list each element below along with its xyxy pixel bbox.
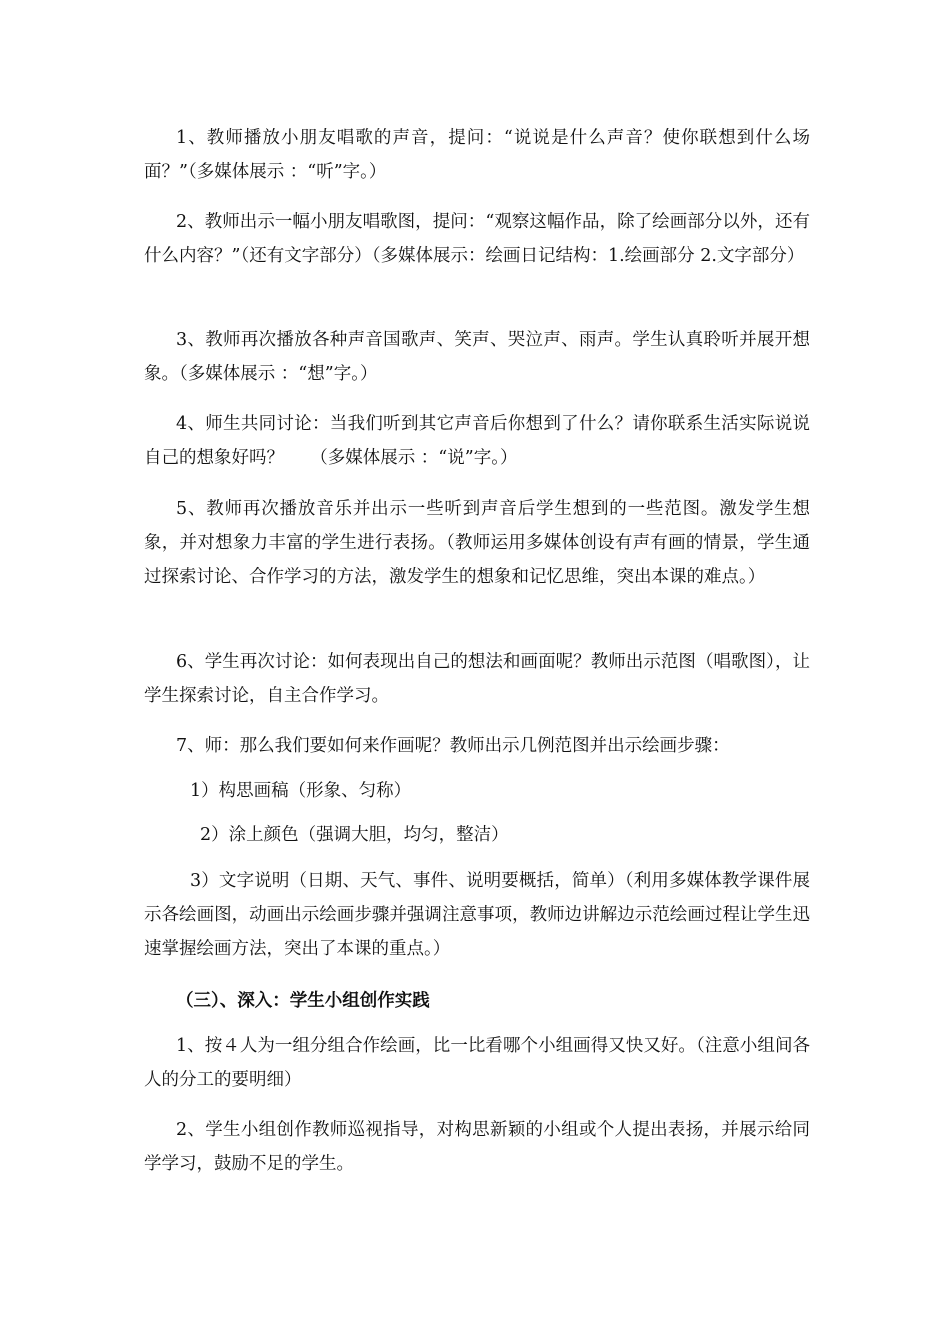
step-2: 2）涂上颜色（强调大胆，均匀，整洁） <box>200 825 509 845</box>
paragraph-5: 5、教师再次播放音乐并出示一些听到声音后学生想到的一些范图。激发学生想象，并对想象力丰富的学生进行表扬。（教师运用多媒体创设有声有画的情景，学生通过探索讨论、合作学习的方法，激发学生的想象和记忆思维，突出本课的难点。） <box>144 499 810 587</box>
paragraph-2: 2、教师出示一幅小朋友唱歌图，提问：“观察这幅作品，除了绘画部分以外，还有什么内容？”（还有文字部分）（多媒体展示：绘画日记结构：1.绘画部分 2.文字部分） <box>144 212 810 266</box>
section-heading: （三）、深入：学生小组创作实践 <box>176 991 430 1011</box>
paragraph-7: 7、师：那么我们要如何来作画呢？教师出示几例范图并出示绘画步骤： <box>176 736 730 756</box>
paragraph-3: 3、教师再次播放各种声音国歌声、笑声、哭泣声、雨声。学生认真聆听并展开想象。（多媒体展示 ：“想”字。） <box>144 330 810 384</box>
step-3: 3）文字说明（日期、天气、事件、说明要概括，简单）（利用多媒体教学课件展示各绘画图，动画出示绘画步骤并强调注意事项，教师边讲解边示范绘画过程让学生迅速掌握绘画方法，突出了本课的重点。） <box>144 871 810 959</box>
paragraph-6: 6、学生再次讨论：如何表现出自己的想法和画面呢？教师出示范图（唱歌图），让学生探索讨论，自主合作学习。 <box>144 652 810 706</box>
paragraph-4: 4、师生共同讨论：当我们听到其它声音后你想到了什么？请你联系生活实际说说自己的想象好吗？ （多媒体展示 ：“说”字。） <box>144 414 810 468</box>
paragraph-1: 1、教师播放小朋友唱歌的声音，提问：“说说是什么声音？使你联想到什么场面？”（多媒体展示 ：“听”字。） <box>144 128 810 182</box>
section-paragraph-1: 1、按４人为一组分组合作绘画，比一比看哪个小组画得又快又好。（注意小组间各人的分工的要明细） <box>144 1036 810 1090</box>
step-1: 1）构思画稿（形象、匀称） <box>190 781 412 801</box>
section-paragraph-2: 2、学生小组创作教师巡视指导，对构思新颖的小组或个人提出表扬，并展示给同学学习，鼓励不足的学生。 <box>144 1120 810 1174</box>
